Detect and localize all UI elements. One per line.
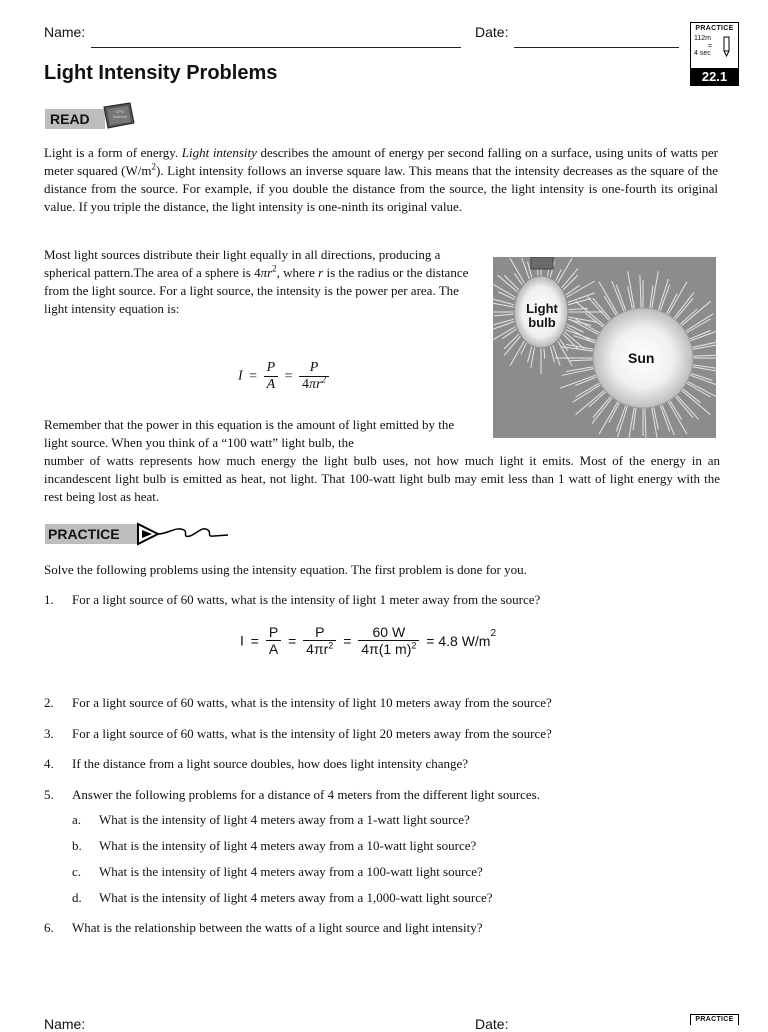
name-field-line[interactable]: [91, 47, 461, 48]
eq-fraction-p-over-a: [264, 360, 279, 393]
footer-name-label: Name:: [44, 1016, 86, 1032]
ws-equals-3: =: [343, 632, 352, 649]
ws-fraction-p-over-4pir2: [303, 624, 336, 657]
ws-result-exponent: 2: [490, 627, 497, 639]
eq-I: I: [238, 368, 243, 384]
pencil-arrow-icon: [136, 521, 236, 547]
question-4-text: If the distance from a light source doubles, how does light intensity change?: [72, 756, 469, 771]
badge-number: 22.1: [691, 68, 738, 85]
question-3-number: 3.: [44, 726, 54, 741]
eq-denominator: [299, 374, 329, 393]
ws-4pi1m: 4π(1 m): [361, 641, 412, 657]
page-title: Light Intensity Problems: [44, 62, 278, 84]
question-1-number: 1.: [44, 592, 54, 607]
question-6-text: What is the relationship between the watts of a light source and light intensity?: [72, 920, 483, 935]
ws-P-2: P: [303, 624, 336, 641]
sun-label: Sun: [628, 350, 655, 366]
eq-equals-1: =: [249, 368, 258, 384]
ws-fraction-p-over-a: [266, 624, 281, 657]
intro-paragraph-3a: [44, 416, 476, 452]
p3-text-a: Remember that the power in this equation is the amount of light emitted by the light source. When you think of a “100 watt” light bulb, the: [44, 417, 455, 450]
eq-fraction-p-over-4pir2: [299, 360, 329, 393]
p2-r: r: [318, 265, 324, 280]
p1-emphasis: Light intensity: [181, 145, 257, 160]
badge-icon-mid: =: [708, 43, 713, 50]
ws-result: = 4.8 W/m: [426, 632, 491, 649]
p2-text-b: , where: [276, 265, 319, 280]
ws-P: P: [266, 624, 281, 641]
badge-rate-icon: [694, 35, 734, 59]
sub-question-c-text: What is the intensity of light 4 meters away from a 100-watt light source?: [99, 864, 483, 879]
ws-fraction-60w: [358, 624, 419, 657]
worked-solution: [240, 624, 496, 657]
bulb-socket-graphic: [531, 257, 553, 269]
p1-text-c: ). Light intensity follows an inverse square law. This means that the intensity decreases as the square of the distance from the source. For example, if you double the distance from the source, the light intensity is one-fourth its original value. If you triple the distance, the light intensity is one-ninth its original value.: [44, 163, 719, 214]
sub-question-c-letter: c.: [72, 864, 82, 879]
intro-paragraph-3b: [44, 452, 720, 506]
eq-pi: π: [309, 377, 317, 392]
p2-text-c: is the radius or the distance from the light source. For a light source, the intensity is the power per area. The light intensity equation is:: [44, 265, 469, 316]
ws-denominator-2: [358, 641, 419, 657]
intensity-equation: [238, 360, 329, 393]
ws-A: A: [268, 641, 279, 657]
p1-superscript: 2: [151, 161, 156, 172]
ws-exponent-2: 2: [411, 640, 417, 651]
question-2-text: For a light source of 60 watts, what is the intensity of light 10 meters away from the source?: [72, 695, 552, 710]
date-label: Date:: [475, 24, 509, 40]
footer-badge-practice-text: PRACTICE: [695, 1016, 734, 1023]
intro-paragraph-2: [44, 246, 476, 318]
practice-badge: [690, 22, 739, 86]
question-4-number: 4.: [44, 756, 54, 771]
p1-text-a: Light is a form of energy.: [44, 145, 182, 160]
question-5-number: 5.: [44, 787, 54, 802]
ws-denominator-1: [303, 641, 336, 657]
eq-equals-2: =: [284, 368, 293, 384]
light-sources-figure: [493, 257, 716, 438]
bulb-label-line-2: bulb: [528, 315, 556, 330]
eq-A: A: [266, 377, 276, 392]
ws-I: I: [240, 632, 244, 649]
p2-pi-r: πr: [260, 265, 273, 280]
p2-text-a: Most light sources distribute their light equally in all directions, producing a spherical pattern.The area of a sphere is 4: [44, 247, 441, 280]
instructions-text: Solve the following problems using the intensity equation. The first problem is done for you.: [44, 562, 527, 577]
book-text: CPO Science: [112, 109, 128, 119]
sub-question-a-text: What is the intensity of light 4 meters away from a 1-watt light source?: [99, 812, 470, 827]
sub-question-b-letter: b.: [72, 838, 82, 853]
pencil-icon: [720, 35, 734, 57]
footer-date-label: Date:: [475, 1016, 509, 1032]
eq-r: r: [316, 377, 322, 392]
sub-question-a-letter: a.: [72, 812, 82, 827]
badge-icon-bottom: 4 sec: [694, 50, 711, 57]
badge-practice-text: PRACTICE: [695, 25, 734, 32]
p2-superscript: 2: [272, 263, 277, 274]
p1-text-b: describes the amount of energy per second falling on a surface, using units of watts per meter squared (W/m: [44, 145, 718, 178]
light-rays-graphic: [493, 257, 716, 438]
question-1-text: For a light source of 60 watts, what is the intensity of light 1 meter away from the source?: [72, 592, 541, 607]
ws-exponent-1: 2: [328, 640, 334, 651]
read-label: READ: [45, 109, 105, 129]
book-icon: [102, 101, 136, 129]
ws-equals-1: =: [250, 632, 259, 649]
intro-paragraph-1: [44, 144, 718, 216]
eq-4: 4: [302, 377, 310, 392]
bulb-label-line-1: Light: [526, 301, 558, 316]
eq-P: P: [264, 360, 279, 377]
badge-icon-top: 112m: [694, 35, 711, 42]
p3-text-b: number of watts represents how much energy the light bulb uses, not how much light it emits. Most of the energy in an incandescent light bulb is emitted as heat, not light. That 100-watt light bulb may emit less than 1 watt of light energy with the rest being lost as heat.: [44, 453, 720, 504]
ws-60w: 60 W: [358, 624, 419, 641]
ws-4pir: 4πr: [306, 641, 329, 657]
sub-question-d-text: What is the intensity of light 4 meters away from a 1,000-watt light source?: [99, 890, 493, 905]
question-5-text: Answer the following problems for a distance of 4 meters from the different light sources.: [72, 787, 540, 802]
name-label: Name:: [44, 24, 86, 40]
question-2-number: 2.: [44, 695, 54, 710]
practice-label: PRACTICE: [45, 524, 140, 544]
question-6-number: 6.: [44, 920, 54, 935]
sub-question-b-text: What is the intensity of light 4 meters away from a 10-watt light source?: [99, 838, 477, 853]
date-field-line[interactable]: [514, 47, 679, 48]
bulb-label: [522, 302, 562, 330]
eq-exponent: 2: [321, 374, 327, 385]
question-3-text: For a light source of 60 watts, what is the intensity of light 20 meters away from the source?: [72, 726, 552, 741]
ws-equals-2: =: [288, 632, 297, 649]
eq-P-2: P: [299, 360, 329, 377]
sub-question-d-letter: d.: [72, 890, 82, 905]
footer-practice-badge: [690, 1014, 739, 1025]
